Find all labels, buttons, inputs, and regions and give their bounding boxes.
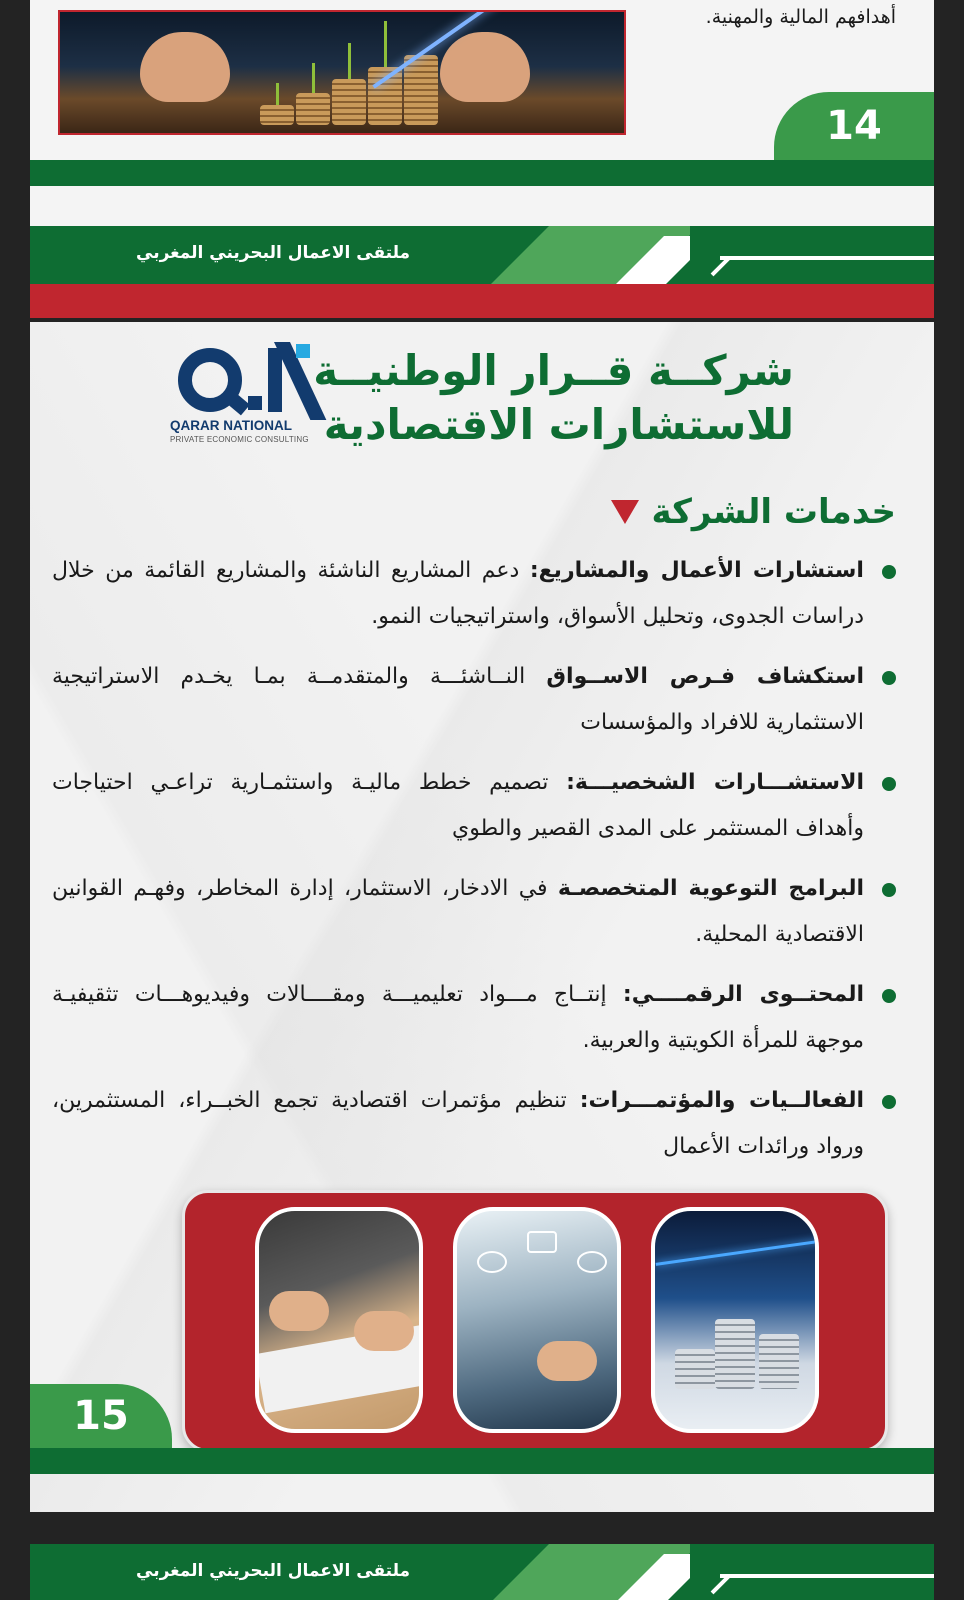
decor-stripe	[690, 1544, 934, 1600]
service-item	[52, 972, 896, 1064]
dollar-icon	[577, 1251, 607, 1273]
forum-title: ملتقى الاعمال البحريني المغربي	[136, 243, 411, 263]
photo-strip	[182, 1190, 888, 1452]
coin-stack	[675, 1349, 715, 1389]
triangle-down-icon	[611, 500, 639, 524]
right-hand-image	[440, 32, 530, 102]
header-band	[30, 226, 934, 284]
sprout	[384, 21, 387, 67]
service-text: تصميم خطط ماليـة واستثمـارية تراعـي احتياجات وأهداف المستثمر على المدى القصير والطوي	[52, 770, 864, 841]
header-band	[30, 1544, 934, 1600]
company-page	[30, 322, 934, 1512]
coin-stack	[715, 1319, 755, 1389]
coin-stack	[759, 1334, 799, 1389]
coin-stack	[260, 105, 294, 125]
service-item	[52, 654, 896, 746]
service-key: الاستشـــارات الشخصيـــة:	[566, 770, 864, 795]
service-item	[52, 1078, 896, 1170]
bullet-icon	[882, 1095, 896, 1109]
coins-growth-photo	[58, 10, 626, 135]
page-number-badge: 14	[774, 92, 934, 160]
service-key: استكشاف فـرص الاســواق	[546, 664, 865, 689]
company-title-line-2: للاستشارات الاقتصادية	[323, 400, 794, 449]
sprout	[276, 83, 279, 105]
company-title	[313, 344, 794, 452]
hand-image	[354, 1311, 414, 1351]
service-text: النــاشئـــة والمتقدمــة بمـا يخـدم الاستراتيجية الاستثمارية للافراد والمؤسسات	[52, 664, 864, 735]
services-heading	[611, 492, 896, 532]
hand-image	[537, 1341, 597, 1381]
bullet-icon	[882, 989, 896, 1003]
logo-cyan-square	[296, 344, 310, 358]
service-item	[52, 548, 896, 640]
service-key: البرامج التوعوية المتخصصـة	[557, 876, 865, 901]
forum-title: ملتقى الاعمال البحريني المغربي	[136, 1561, 411, 1581]
bullet-icon	[882, 777, 896, 791]
logo-subtitle: PRIVATE ECONOMIC CONSULTING	[170, 435, 309, 444]
service-text: تنظيم مؤتمرات اقتصادية تجمع الخبــراء، المستثمرين، ورواد ورائدات الأعمال	[52, 1088, 864, 1159]
footer-green-bar	[30, 1448, 934, 1474]
bullet-icon	[882, 883, 896, 897]
chart-line	[656, 1239, 819, 1266]
mail-icon	[527, 1231, 557, 1253]
service-key: الفعالــيات والمؤتمـــرات:	[579, 1088, 864, 1113]
digital-laptop-photo	[453, 1207, 621, 1433]
logo-name: QARAR NATIONAL	[170, 418, 292, 433]
service-key: المحتــوى الرقمــــي:	[622, 982, 864, 1007]
footer-green-bar	[30, 160, 934, 186]
service-key: استشارات الأعمال والمشاريع:	[529, 558, 864, 583]
decor-stripe	[690, 226, 934, 284]
decor-line	[720, 1574, 934, 1578]
qarar-logo	[170, 340, 320, 450]
bullet-icon	[882, 565, 896, 579]
service-text: دعم المشاريع الناشئة والمشاريع القائمة من خلال دراسات الجدوى، وتحليل الأسواق، واستراتيجيات النمو.	[52, 558, 864, 629]
hand-image	[269, 1291, 329, 1331]
company-title-line-1: شركــة قــرار الوطنيــة	[313, 346, 794, 395]
document-signing-photo	[255, 1207, 423, 1433]
chart-icon	[477, 1251, 507, 1273]
red-strip	[30, 284, 934, 318]
coin-stack	[332, 79, 366, 125]
page-number-badge: 15	[30, 1384, 172, 1448]
left-hand-image	[140, 32, 230, 102]
sprout	[348, 43, 351, 79]
previous-page-text: أهدافهم المالية والمهنية.	[705, 6, 896, 28]
service-item	[52, 866, 896, 958]
services-heading-text: خدمات الشركة	[651, 492, 896, 532]
logo-n-stem	[268, 348, 282, 412]
service-item	[52, 760, 896, 852]
decor-line	[720, 256, 934, 260]
services-list	[52, 548, 896, 1184]
coin-stack	[404, 55, 438, 125]
coins-chart-photo	[651, 1207, 819, 1433]
logo-dot	[248, 396, 262, 410]
service-text: إنتــاج مـــواد تعليميـــة ومقــــالات وفيديوهـــات تثقيفيـة موجهة للمرأة الكويتية والعربية.	[52, 982, 864, 1053]
sprout	[312, 63, 315, 93]
coin-stack	[296, 93, 330, 125]
bullet-icon	[882, 671, 896, 685]
service-text: في الادخار، الاستثمار، إدارة المخاطر، وفهـم القوانين الاقتصادية المحلية.	[52, 876, 864, 947]
previous-page	[30, 0, 934, 230]
